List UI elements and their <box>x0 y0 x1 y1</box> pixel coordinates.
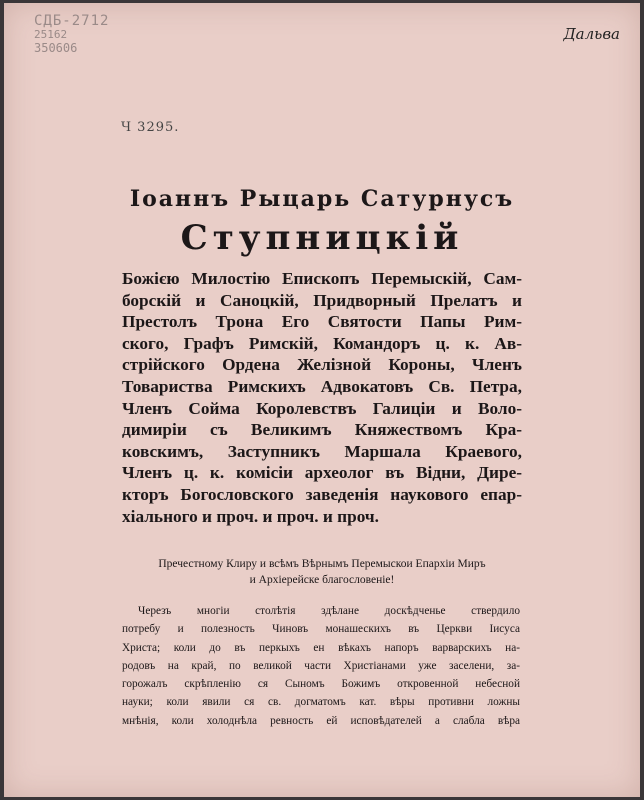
titles-line: димиріи съ Великимъ Княжествомъ Кра- <box>122 420 522 440</box>
body-line: науки; коли явили ся св. догматомъ кат. вѣры противни ложны <box>122 696 520 709</box>
body-line: мнѣнія, коли холоднѣла ревность ей исповѣдателей а слабла вѣра <box>122 714 520 727</box>
titles-line: стрійского Ордена Желізной Короны, Членъ <box>122 355 522 375</box>
body-line: горожалъ скрѣпленію ся Сыномъ Божимъ откровенной небесной <box>122 678 520 691</box>
body-line: потребу и полезность Чиновъ монашескихъ въ Церкви Іисуса <box>122 623 520 636</box>
handwritten-note: Дальва <box>563 25 620 43</box>
shelfmark-line-2: 25162 <box>34 28 68 42</box>
body-line: Христа; коли до въ перкыхъ ен вѣкахъ напоръ варварскихъ на- <box>122 641 520 654</box>
title-surname-line: Ступницкій <box>180 218 464 258</box>
body-line: Черезъ многіи столѣтія здѣлане доскѣдченье ствердило <box>138 605 520 617</box>
shelfmark-line-1: СДБ-2712 <box>34 13 110 29</box>
titles-line: Престолъ Трона Его Святости Папы Рим- <box>122 312 522 332</box>
greeting-line-2: и Архіерейске благословеніе! <box>249 574 395 586</box>
title-name-line: Іоаннъ Рыцарь Сатурнусъ <box>129 186 515 212</box>
greeting-line-1: Пречестному Клиру и всѣмъ Вѣрнымъ Перемыскои Епархіи Миръ <box>158 558 486 570</box>
body-paragraph <box>122 602 520 730</box>
body-line: родовъ на край, по великой части Христіанами уже заселени, за- <box>122 659 520 672</box>
titles-line: кторъ Богословского заведенія наукового епар- <box>122 484 522 504</box>
titles-line: Божією Милостію Епископъ Перемыскій, Сам- <box>122 269 522 288</box>
titles-line: Товариства Римскихъ Адвокатовъ Св. Петра, <box>122 376 522 396</box>
bishop-titles-paragraph <box>122 268 522 527</box>
shelfmark-line-3: 350606 <box>34 40 78 55</box>
document-number: Ч 3295. <box>121 120 180 135</box>
titles-line: борскій и Саноцкій, Придворный Прелатъ и <box>122 290 522 310</box>
greeting <box>4 556 640 588</box>
document-page <box>4 3 640 797</box>
archive-shelfmark <box>34 13 109 56</box>
titles-line: Членъ ц. к. комісіи археолог въ Відни, Дире- <box>122 463 522 483</box>
titles-line: ского, Графъ Римскій, Командоръ ц. к. Ав- <box>122 333 522 353</box>
titles-line: ковскимъ, Заступникъ Маршала Краевого, <box>122 441 522 461</box>
titles-line: хіального и проч. и проч. и проч. <box>122 506 379 526</box>
titles-line: Членъ Сойма Королевствъ Галиціи и Воло- <box>122 398 522 418</box>
